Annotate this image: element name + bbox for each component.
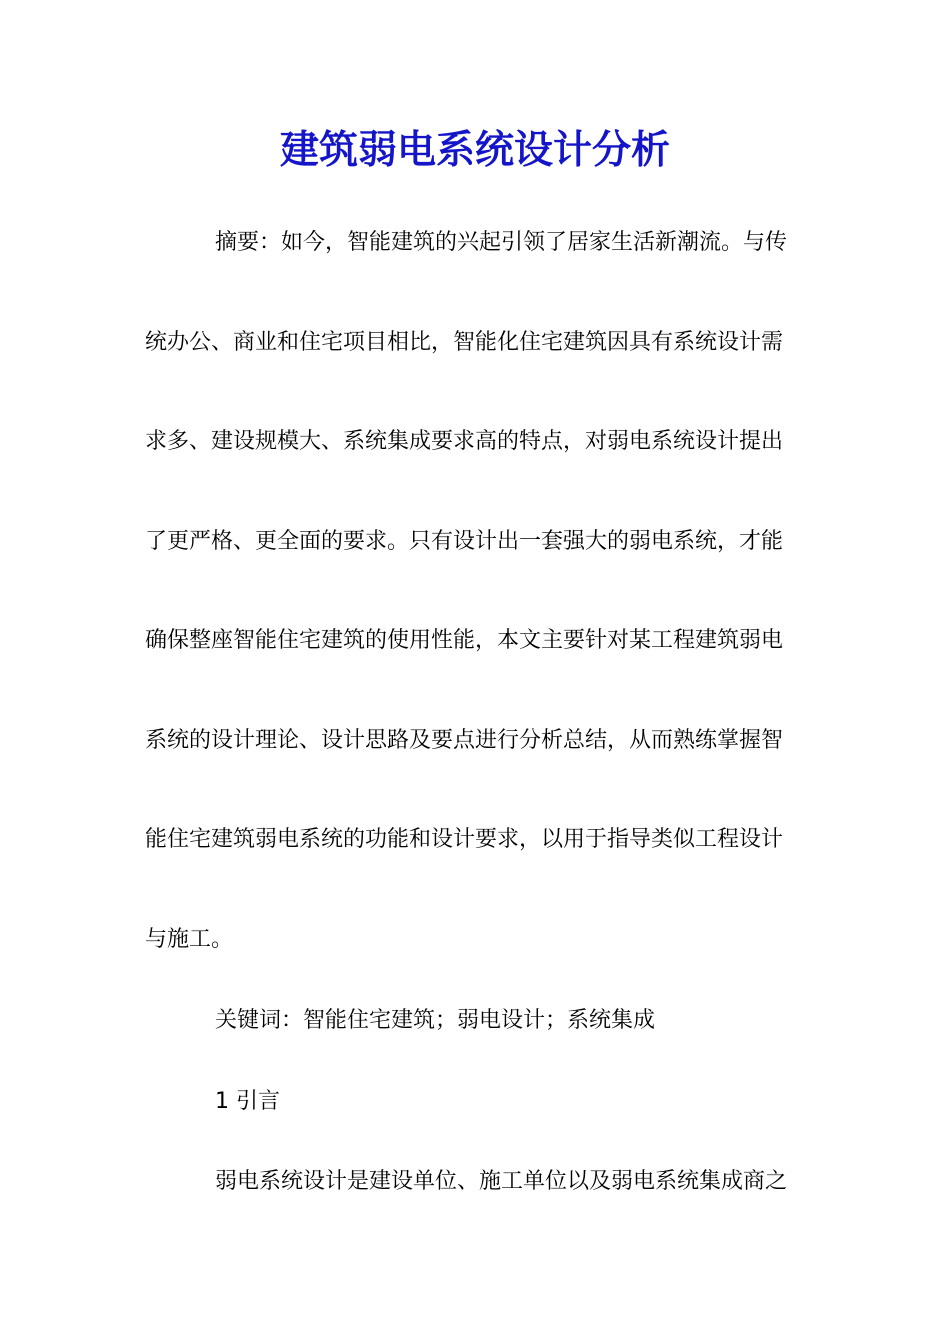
abstract-line: 确保整座智能住宅建筑的使用性能，本文主要针对某工程建筑弱电 — [145, 628, 784, 653]
abstract-line: 系统的设计理论、设计思路及要点进行分析总结，从而熟练掌握智 — [145, 727, 784, 753]
abstract-line: 统办公、商业和住宅项目相比，智能化住宅建筑因具有系统设计需 — [145, 329, 784, 355]
abstract-line: 求多、建设规模大、系统集成要求高的特点，对弱电系统设计提出 — [145, 429, 784, 454]
abstract-line: 能住宅建筑弱电系统的功能和设计要求，以用于指导类似工程设计 — [145, 827, 784, 852]
abstract-line: 了更严格、更全面的要求。只有设计出一套强大的弱电系统，才能 — [145, 528, 784, 554]
abstract-line: 与施工。 — [145, 926, 234, 952]
abstract-paragraph — [145, 218, 805, 1014]
section-heading: 1 引言 — [215, 1089, 280, 1114]
abstract-line: 摘要：如今，智能建筑的兴起引领了居家生活新潮流。与传 — [215, 230, 788, 255]
body-paragraph-line: 弱电系统设计是建设单位、施工单位以及弱电系统集成商之 — [215, 1169, 788, 1194]
document-title: 建筑弱电系统设计分析 — [279, 127, 670, 173]
keywords-line: 关键词：智能住宅建筑；弱电设计；系统集成 — [215, 1008, 656, 1033]
